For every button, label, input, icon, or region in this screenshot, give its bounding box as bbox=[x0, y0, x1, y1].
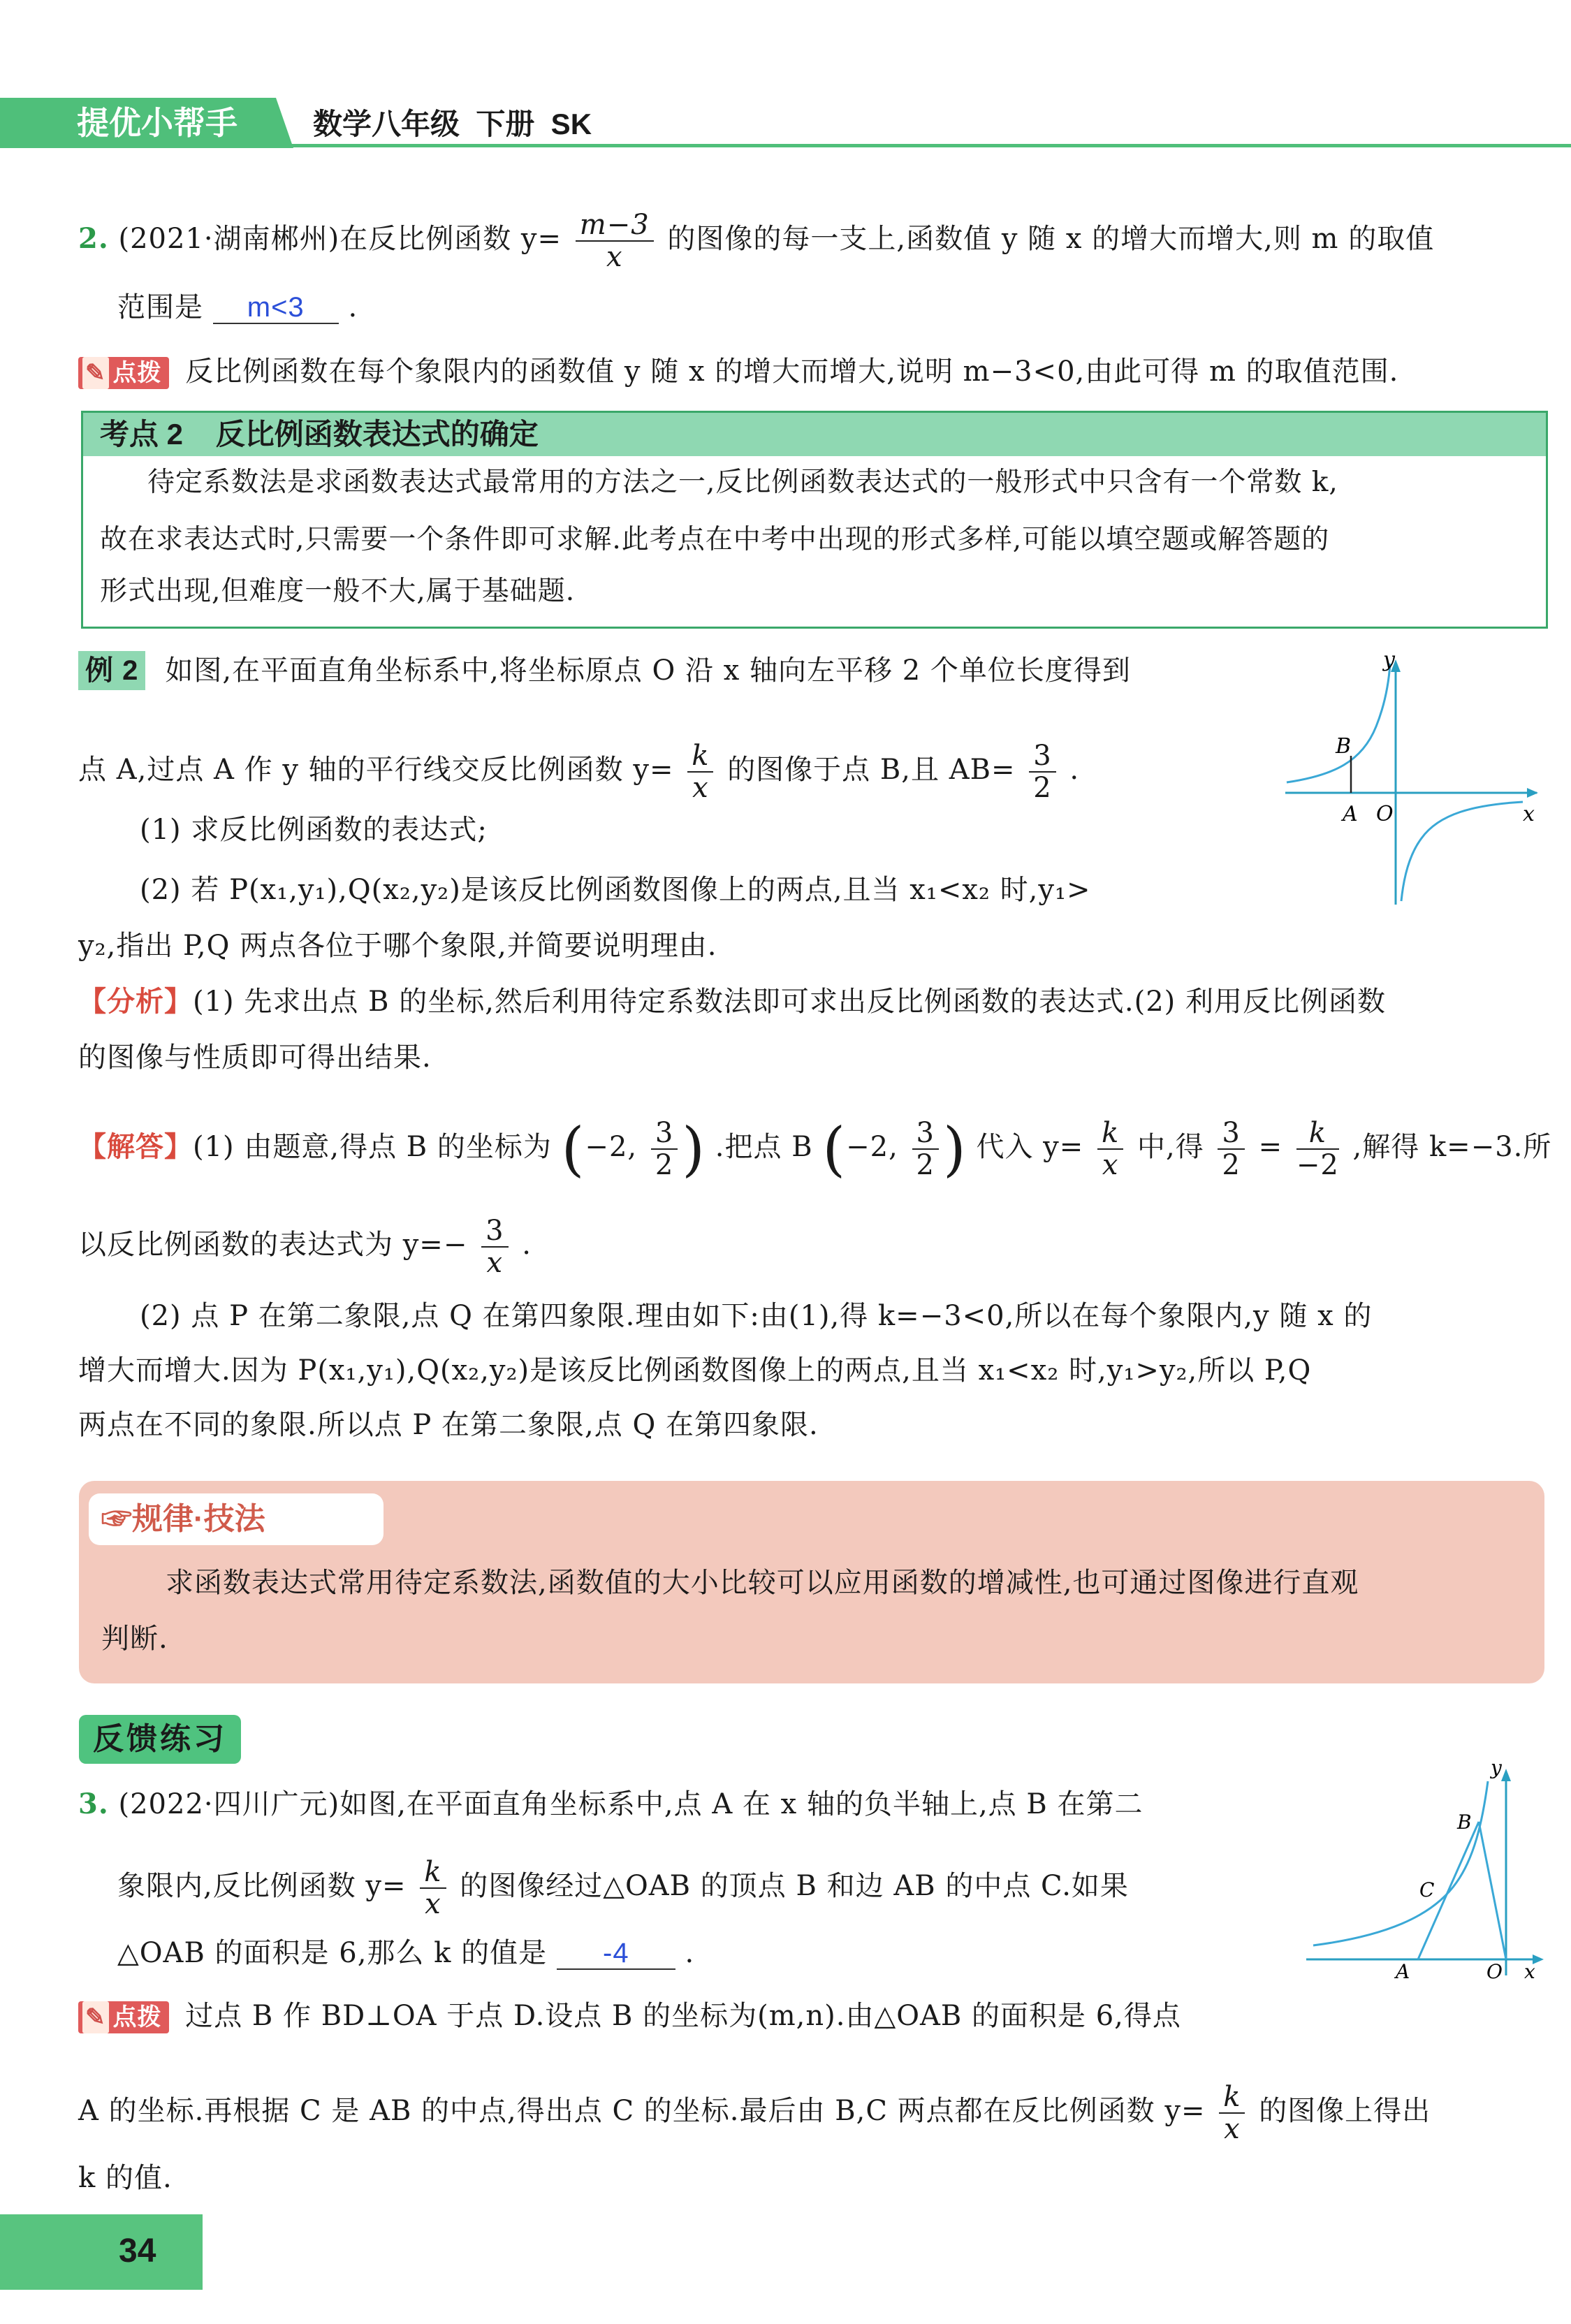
q2-hint bbox=[78, 351, 1398, 393]
x-arrow bbox=[1527, 788, 1538, 798]
fraction: $\frac{m-3}{x}$ bbox=[576, 210, 654, 272]
ex2-graph bbox=[1278, 650, 1544, 908]
hint-text: 反比例函数在每个象限内的函数值 y 随 x 的增大而增大,说明 m−3<0,由此可得 m 的取值范围. bbox=[185, 356, 1399, 388]
kaodian-line-1: 待定系数法是求函数表达式最常用的方法之一,反比例函数表达式的一般形式中只含有一个常数 k, bbox=[147, 467, 1338, 498]
kaodian-line-2: 故在求表达式时,只需要一个条件即可求解.此考点在中考中出现的形式多样,可能以填空题或解答题的 bbox=[100, 524, 1330, 555]
fraction: $\frac{3}{2}$ bbox=[1029, 740, 1055, 803]
solution-text: ,解得 k=−3.所 bbox=[1352, 1131, 1552, 1163]
label-x: x bbox=[1523, 802, 1535, 826]
fraction: $\frac{k}{x}$ bbox=[1097, 1118, 1123, 1181]
ex2-part1: (1) 求反比例函数的表达式; bbox=[140, 814, 488, 846]
analysis-label: 【分析】 bbox=[78, 985, 193, 1018]
paren: ) bbox=[682, 1115, 706, 1183]
book-subtitle: 数学八年级 下册 SK bbox=[313, 108, 592, 140]
label-O: O bbox=[1376, 802, 1394, 826]
solution-p2-line3: 两点在不同的象限.所以点 P 在第二象限,点 Q 在第四象限. bbox=[78, 1409, 819, 1441]
q3-line3 bbox=[117, 1932, 694, 1974]
solution-text: −2, bbox=[585, 1131, 638, 1163]
tips-box bbox=[79, 1481, 1544, 1683]
fraction: $\frac{3}{2}$ bbox=[651, 1118, 678, 1181]
solution-text: .把点 B bbox=[715, 1131, 813, 1163]
period: . bbox=[348, 291, 358, 323]
ex2-part2-line2: y₂,指出 P,Q 两点各位于哪个象限,并简要说明理由. bbox=[78, 930, 717, 962]
hint-tag: ✎ 点拨 bbox=[78, 357, 169, 389]
q3-answer-blank[interactable]: -4 bbox=[557, 1938, 675, 1970]
period: . bbox=[1069, 754, 1080, 786]
fraction: $\frac{3}{x}$ bbox=[481, 1215, 508, 1278]
label-B: B bbox=[1336, 734, 1352, 759]
q2-answer-blank[interactable]: m<3 bbox=[213, 292, 339, 324]
q3-text: △OAB 的面积是 6,那么 k 的值是 bbox=[117, 1937, 548, 1969]
label-x: x bbox=[1524, 1960, 1535, 1983]
q2-line1 bbox=[78, 210, 1434, 272]
analysis-line2: 的图像与性质即可得出结果. bbox=[78, 1042, 432, 1074]
segment-BO bbox=[1479, 1822, 1506, 1959]
label-y: y bbox=[1383, 650, 1395, 672]
q3-line1 bbox=[78, 1783, 1143, 1825]
q2-text: (2021·湖南郴州)在反比例函数 y= bbox=[118, 223, 562, 255]
question-number: 3. bbox=[78, 1788, 109, 1820]
tips-title: ☞规律·技法 bbox=[101, 1502, 265, 1536]
fraction: $\frac{3}{2}$ bbox=[912, 1118, 939, 1181]
page-header bbox=[0, 98, 1571, 148]
ex2-line1 bbox=[78, 650, 1131, 692]
q3-hint-line1 bbox=[78, 1995, 1181, 2037]
analysis-text: (1) 先求出点 B 的坐标,然后利用待定系数法即可求出反比例函数的表达式.(2) 利用反比例函数 bbox=[193, 986, 1387, 1018]
q2-range-label: 范围是 bbox=[117, 291, 203, 323]
q2-text-post: 的图像的每一支上,函数值 y 随 x 的增大而增大,则 m 的取值 bbox=[667, 223, 1435, 255]
q3-text: 象限内,反比例函数 y= bbox=[117, 1870, 407, 1902]
hint-text: 的图像上得出 bbox=[1259, 2095, 1431, 2127]
solution-line2 bbox=[78, 1215, 532, 1278]
q3-hint-line3: k 的值. bbox=[78, 2162, 173, 2194]
hint-text: 过点 B 作 BD⊥OA 于点 D.设点 B 的坐标为(m,n).由△OAB 的面积是 6,得点 bbox=[185, 2000, 1181, 2032]
tips-line1: 求函数表达式常用待定系数法,函数值的大小比较可以应用函数的增减性,也可通过图像进行直观 bbox=[166, 1567, 1359, 1599]
ex2-text: 如图,在平面直角坐标系中,将坐标原点 O 沿 x 轴向左平移 2 个单位长度得到 bbox=[165, 655, 1131, 687]
fraction: $\frac{k}{x}$ bbox=[687, 740, 713, 803]
solution-line1 bbox=[78, 1115, 1552, 1183]
fraction: $\frac{k}{x}$ bbox=[420, 1857, 446, 1920]
solution-p2-line2: 增大而增大.因为 P(x₁,y₁),Q(x₂,y₂)是该反比例函数图像上的两点,且当 x₁<x₂ 时,y₁>y₂,所以 P,Q bbox=[78, 1354, 1312, 1387]
label-A: A bbox=[1343, 802, 1358, 826]
q3-hint-line2 bbox=[78, 2082, 1431, 2144]
page-number-box bbox=[0, 2214, 203, 2290]
ex2-text: 点 A,过点 A 作 y 轴的平行线交反比例函数 y= bbox=[78, 754, 674, 786]
q3-graph bbox=[1299, 1753, 1551, 1991]
paren: ( bbox=[822, 1115, 847, 1183]
label-A: A bbox=[1396, 1960, 1410, 1983]
question-number: 2. bbox=[78, 222, 109, 255]
tips-line2: 判断. bbox=[101, 1623, 168, 1655]
ex2-part2-line1: (2) 若 P(x₁,y₁),Q(x₂,y₂)是该反比例函数图像上的两点,且当 x₁<x₂ 时,y₁> bbox=[140, 874, 1091, 906]
kaodian-title: 考点 2 反比例函数表达式的确定 bbox=[100, 418, 539, 451]
solution-text: 以反比例函数的表达式为 y=− bbox=[78, 1229, 468, 1261]
paren: ( bbox=[561, 1115, 585, 1183]
solution-text: = bbox=[1258, 1131, 1283, 1163]
solution-p2-line1: (2) 点 P 在第二象限,点 Q 在第四象限.理由如下:由(1),得 k=−3<0,所以在每个象限内,y 随 x 的 bbox=[140, 1300, 1373, 1332]
pencil-icon: ✎ bbox=[82, 357, 109, 389]
hyperbola-branch bbox=[1313, 1781, 1488, 1945]
label-y: y bbox=[1491, 1756, 1502, 1779]
label-O: O bbox=[1486, 1960, 1503, 1983]
fraction: $\frac{k}{x}$ bbox=[1219, 2082, 1245, 2144]
q3-text: 的图像经过△OAB 的顶点 B 和边 AB 的中点 C.如果 bbox=[460, 1870, 1129, 1902]
solution-text: 中,得 bbox=[1137, 1131, 1204, 1163]
kaodian-title-bar bbox=[83, 413, 1546, 456]
label-B: B bbox=[1457, 1811, 1472, 1834]
hyperbola-branch-2 bbox=[1287, 664, 1390, 782]
tips-title-badge bbox=[89, 1493, 383, 1545]
hint-text: A 的坐标.再根据 C 是 AB 的中点,得出点 C 的坐标.最后由 B,C 两点都在反比例函数 y= bbox=[78, 2095, 1206, 2127]
kaodian-box bbox=[81, 411, 1548, 629]
ex2-text: 的图像于点 B,且 AB= bbox=[727, 754, 1016, 786]
paren: ) bbox=[942, 1115, 967, 1183]
hint-tag: ✎ 点拨 bbox=[78, 2001, 169, 2033]
solution-label: 【解答】 bbox=[78, 1130, 193, 1163]
solution-text: 代入 y= bbox=[976, 1131, 1084, 1163]
hyperbola-branch-4 bbox=[1401, 802, 1523, 901]
solution-text: (1) 由题意,得点 B 的坐标为 bbox=[193, 1131, 552, 1163]
period: . bbox=[685, 1937, 695, 1969]
kaodian-line-3: 形式出现,但难度一般不大,属于基础题. bbox=[100, 576, 576, 607]
page-number: 34 bbox=[119, 2232, 156, 2270]
label-C: C bbox=[1419, 1878, 1435, 1901]
feedback-title: 反馈练习 bbox=[79, 1715, 241, 1764]
ex2-line2 bbox=[78, 740, 1079, 803]
pencil-icon: ✎ bbox=[82, 2001, 109, 2033]
y-arrow bbox=[1501, 1769, 1511, 1781]
period: . bbox=[522, 1229, 532, 1261]
fraction: $\frac{k}{-2}$ bbox=[1296, 1117, 1339, 1181]
fraction: $\frac{3}{2}$ bbox=[1218, 1118, 1244, 1181]
q2-line2 bbox=[117, 286, 358, 328]
q3-line2 bbox=[117, 1857, 1129, 1920]
example-label: 例 2 bbox=[78, 651, 145, 690]
solution-text: −2, bbox=[846, 1131, 898, 1163]
analysis-line1 bbox=[78, 981, 1386, 1023]
brand-title: 提优小帮手 bbox=[77, 105, 238, 141]
q3-text: (2022·四川广元)如图,在平面直角坐标系中,点 A 在 x 轴的负半轴上,点 B 在第二 bbox=[118, 1788, 1143, 1820]
